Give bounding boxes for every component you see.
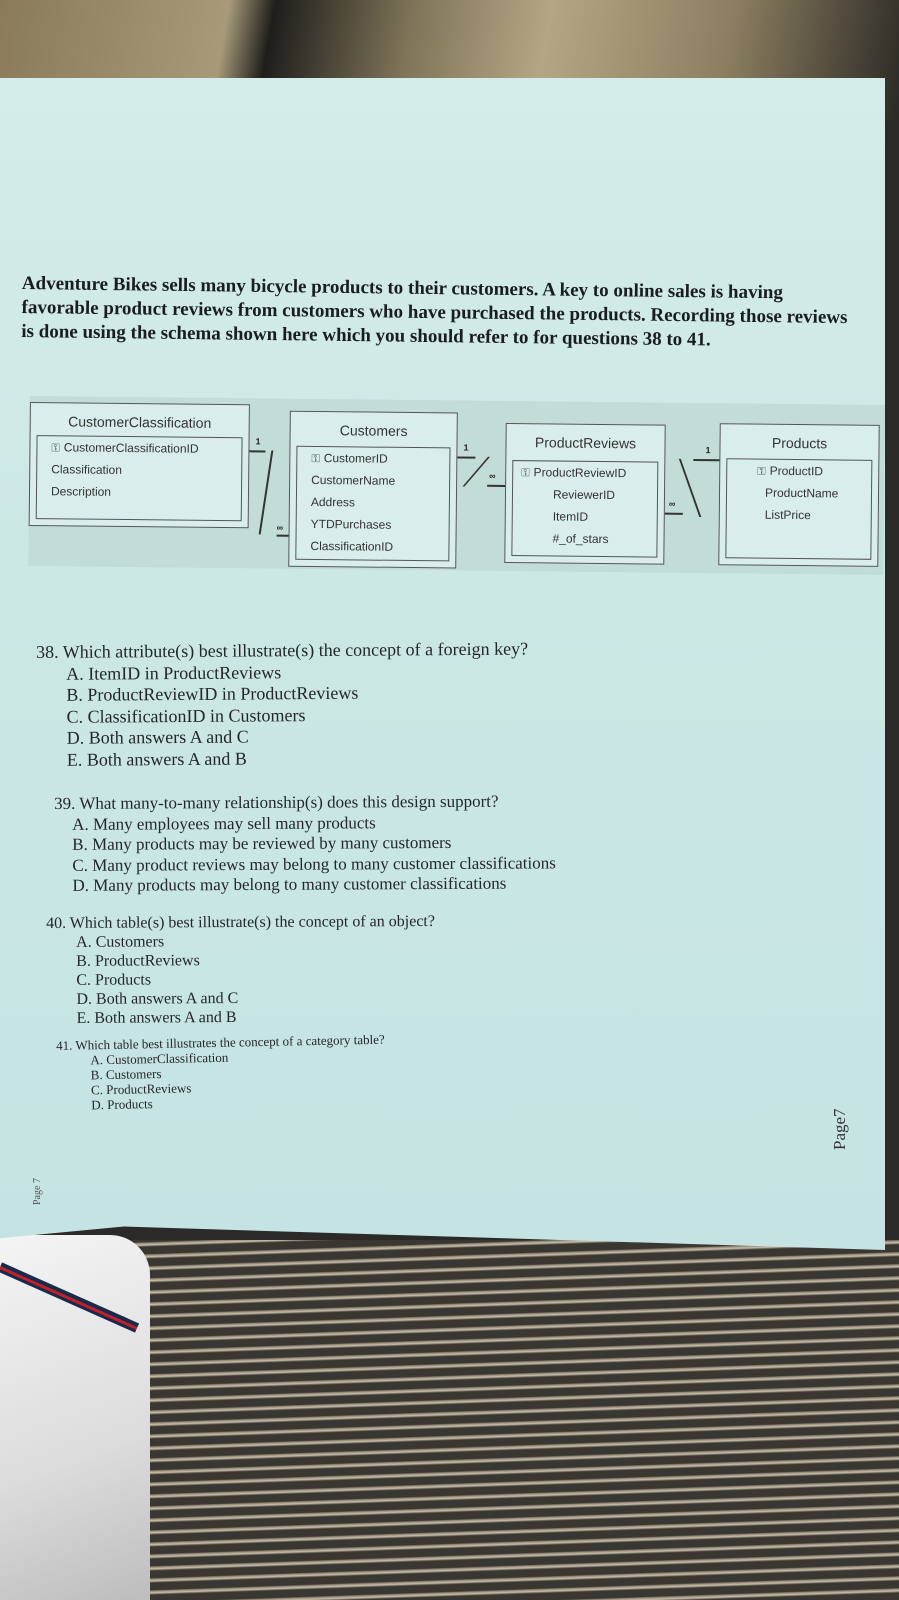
field-key: ⚿ CustomerClassificationID — [51, 440, 199, 456]
answer-option: D. Many products may belong to many customer classifications — [72, 873, 507, 895]
key-icon: ⚿ — [311, 452, 320, 466]
answer-option: C. Many product reviews may belong to many customer classifications — [72, 852, 556, 875]
table-title: Products — [771, 434, 828, 452]
answer-option: B. ProductReviewID in ProductReviews — [66, 682, 359, 705]
intro-paragraph: Adventure Bikes sells many bicycle products to their customers. A key to online sales is having favorable product reviews from customers who have purchased the products. Recording those reviews is done using the schema shown here which you should refer to for questions 38 to 41. — [21, 272, 848, 351]
table-customerclassification — [29, 402, 250, 528]
table-title: ProductReviews — [534, 434, 637, 452]
table-productreviews — [504, 423, 665, 565]
relationship-line — [277, 535, 289, 537]
answer-option: D. Both answers A and C — [76, 989, 239, 1008]
answer-option: A. ItemID in ProductReviews — [66, 661, 282, 684]
relationship-line — [259, 451, 274, 535]
table-title: Customers — [339, 422, 408, 439]
relationship-line — [679, 459, 702, 517]
answer-options — [46, 931, 435, 1028]
page-number-faint: Page 7 — [32, 1178, 43, 1205]
answer-option: E. Both answers A and B — [76, 1009, 237, 1027]
key-icon: ⚿ — [757, 465, 766, 478]
relationship-one-label: 1 — [255, 436, 261, 447]
field: YTDPurchases — [310, 516, 392, 532]
table-products — [718, 423, 879, 567]
field: CustomerName — [311, 472, 396, 488]
relationship-line — [462, 457, 489, 487]
answer-option: A. Many employees may sell many products — [72, 812, 376, 834]
answer-option: C. Products — [76, 971, 152, 989]
question-41 — [56, 1032, 386, 1113]
relationship-many-label: ∞ — [276, 522, 284, 533]
table-title: CustomerClassification — [68, 413, 212, 431]
relationship-line — [487, 485, 505, 487]
answer-option: B. ProductReviews — [76, 952, 200, 970]
answer-option: D. Both answers A and C — [66, 726, 249, 748]
background-sock — [0, 1235, 150, 1600]
field-key: ⚿ ProductReviewID — [521, 465, 627, 481]
field: ListPrice — [764, 507, 811, 523]
table-fields — [36, 435, 243, 521]
answer-option: A. Customers — [76, 933, 165, 951]
answer-options — [54, 812, 556, 897]
field: Description — [50, 484, 112, 499]
table-customers — [288, 411, 458, 569]
question-stem: 40. Which table(s) best illustrate(s) the concept of an object? — [46, 912, 435, 932]
answer-option: E. Both answers A and B — [66, 748, 247, 770]
field: Address — [310, 494, 356, 510]
answer-options — [56, 1047, 386, 1113]
field-key: ⚿ ProductID — [757, 463, 824, 479]
table-fields — [295, 446, 450, 562]
question-stem: 41. Which table best illustrates the concept of a category table? — [56, 1031, 385, 1053]
answer-option: B. Many products may be reviewed by many customers — [72, 832, 452, 854]
question-40 — [46, 912, 435, 1028]
key-icon: ⚿ — [521, 467, 530, 480]
answer-options — [36, 660, 529, 771]
relationship-line — [693, 459, 719, 461]
field: ItemID — [552, 509, 589, 524]
answer-option: C. ClassificationID in Customers — [66, 704, 306, 727]
answer-option: C. ProductReviews — [90, 1080, 192, 1098]
field: ReviewerID — [552, 487, 616, 503]
relationship-many-label: ∞ — [489, 470, 496, 481]
field: Classification — [51, 462, 123, 477]
table-fields — [511, 460, 658, 558]
question-stem: 39. What many-to-many relationship(s) does this design support? — [54, 791, 499, 813]
table-fields — [725, 458, 872, 560]
answer-option: D. Products — [91, 1096, 153, 1113]
field: ProductName — [764, 485, 839, 501]
relationship-line — [457, 456, 475, 458]
field: #_of_stars — [552, 531, 609, 547]
answer-option: A. CustomerClassification — [90, 1049, 229, 1068]
page-number: Page7 — [830, 1108, 849, 1150]
key-icon: ⚿ — [51, 442, 60, 455]
relationship-many-label: ∞ — [668, 498, 676, 509]
question-39 — [54, 791, 556, 896]
relationship-one-label: 1 — [705, 445, 711, 456]
answer-option: B. Customers — [90, 1065, 162, 1083]
field: ClassificationID — [310, 538, 394, 554]
relationship-one-label: 1 — [463, 442, 469, 453]
question-38 — [36, 639, 529, 771]
field-key: ⚿ CustomerID — [311, 451, 388, 466]
relationship-line — [249, 450, 265, 452]
relationship-line — [665, 513, 683, 515]
question-stem: 38. Which attribute(s) best illustrate(s) the concept of a foreign key? — [36, 638, 529, 662]
schema-diagram — [28, 396, 885, 575]
